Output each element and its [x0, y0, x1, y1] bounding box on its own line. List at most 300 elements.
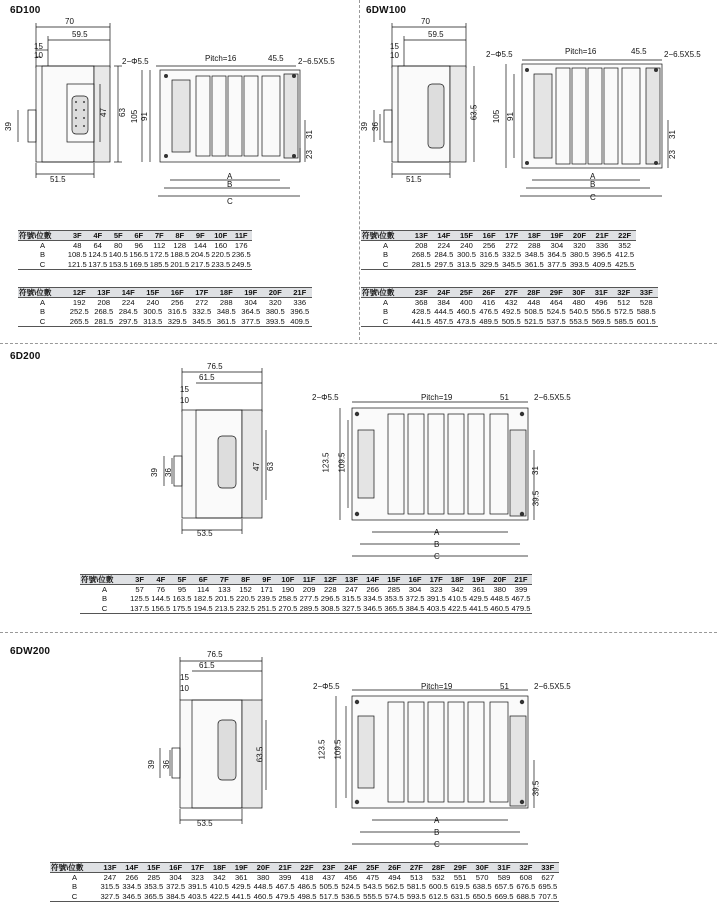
dim-base: 53.5	[197, 819, 213, 828]
table-header-cell: 8F	[235, 575, 256, 585]
table-header-cell: 17F	[426, 575, 447, 585]
table-corner-cell: 符號\位數	[18, 288, 67, 298]
dim-15: 15	[180, 673, 189, 682]
table-cell: 418	[300, 873, 314, 883]
table-header-cell: 21F	[288, 288, 313, 298]
table-cell: 393.5	[569, 259, 589, 269]
table-header-cell: 18F	[523, 231, 546, 241]
dim-c: C	[434, 552, 440, 561]
table-header-cell: 17F	[190, 288, 215, 298]
table-cell: 448.5	[490, 594, 510, 604]
table-header-cell: 18F	[214, 288, 239, 298]
dim-b: B	[434, 540, 440, 549]
table-cell: 284.5	[434, 250, 454, 260]
dim-b: B	[434, 828, 440, 837]
table-header-cell: 13F	[99, 863, 121, 873]
table-cell: 332.5	[192, 307, 212, 317]
table-cell: 172.5	[149, 250, 169, 260]
table-cell: 320	[268, 298, 282, 308]
table-cell: 380	[256, 873, 270, 883]
table-cell: 270.5	[278, 603, 298, 613]
table-cell: 144.5	[151, 594, 171, 604]
table-header-cell: 15F	[383, 575, 404, 585]
table-cell: 304	[169, 873, 182, 883]
table-cell: 429.5	[469, 594, 489, 604]
dim-109-5: 109.5	[333, 739, 343, 760]
table-header-cell: 33F	[537, 863, 559, 873]
table-cell: 114	[197, 585, 210, 595]
dim-63-5: 63.5	[469, 104, 479, 121]
table-cell: 284.5	[118, 307, 138, 317]
table-header-cell: 31F	[590, 288, 613, 298]
table-cell: 128	[173, 241, 187, 251]
table-cell: 380.5	[265, 307, 285, 317]
table-row-label: B	[101, 594, 108, 604]
table-cell: 288	[219, 298, 233, 308]
table-header-cell: 19F	[239, 288, 264, 298]
table-cell: 480	[572, 298, 586, 308]
table-cell: 657.5	[494, 882, 514, 892]
table-cell: 364.5	[241, 307, 261, 317]
table-row-label: A	[39, 241, 46, 251]
table-cell: 600.5	[428, 882, 448, 892]
table-cell: 268.5	[411, 250, 431, 260]
dim-36: 36	[370, 122, 380, 131]
table-cell: 574.5	[385, 891, 405, 901]
table-cell: 372.5	[405, 594, 425, 604]
table-cell: 505.5	[501, 316, 521, 326]
table-cell: 220.5	[211, 250, 231, 260]
table-header-cell: 21F	[591, 231, 614, 241]
table-cell: 208	[414, 241, 428, 251]
table-header-cell: 27F	[500, 288, 523, 298]
table-cell: 365.5	[384, 603, 404, 613]
table-header-cell: 13F	[341, 575, 362, 585]
table-cell: 688.5	[516, 891, 536, 901]
table-header-cell: 25F	[455, 288, 478, 298]
table-header-cell: 33F	[635, 288, 658, 298]
dim-pitch: Pitch=16	[205, 54, 237, 63]
table-header-cell: 20F	[568, 231, 591, 241]
table-cell: 384.5	[166, 891, 186, 901]
table-cell: 498.5	[297, 891, 317, 901]
table-cell: 304	[550, 241, 564, 251]
table-cell: 277.5	[299, 594, 319, 604]
table-cell: 517.5	[319, 891, 339, 901]
table-cell: 256	[170, 298, 184, 308]
table-cell: 456	[344, 873, 358, 883]
table-cell: 695.5	[538, 882, 558, 892]
table-cell: 327.5	[341, 603, 361, 613]
table-header-cell: 22F	[613, 231, 636, 241]
dim-91: 91	[139, 112, 149, 121]
table-header-cell: 30F	[568, 288, 591, 298]
table-header-row	[50, 863, 559, 873]
table-cell: 64	[93, 241, 102, 251]
table-corner-cell: 符號\位數	[361, 231, 410, 241]
table-cell: 676.5	[516, 882, 536, 892]
dim-a: A	[227, 172, 233, 181]
table-header-cell: 28F	[523, 288, 546, 298]
table-cell: 137.5	[88, 259, 108, 269]
table-header-cell: 18F	[447, 575, 468, 585]
table-header-cell: 5F	[108, 231, 129, 241]
table-cell: 479.5	[511, 603, 531, 613]
table-header-cell: 32F	[613, 288, 636, 298]
table-cell: 410.5	[447, 594, 467, 604]
table-cell: 601.5	[636, 316, 656, 326]
table-cell: 281.5	[411, 259, 431, 269]
table-cell: 323	[429, 585, 443, 595]
table-cell: 361	[234, 873, 248, 883]
dim-91: 91	[505, 112, 515, 121]
table-cell: 289.5	[299, 603, 319, 613]
table-cell: 112	[153, 241, 166, 251]
table-cell: 251.5	[257, 603, 277, 613]
table-header-cell: 24F	[433, 288, 456, 298]
table-header-cell: 17F	[187, 863, 209, 873]
table-cell: 266	[366, 585, 379, 595]
dim-36: 36	[163, 468, 173, 477]
dim-23: 23	[304, 150, 314, 159]
table-cell: 345.5	[502, 259, 522, 269]
dim-31: 31	[530, 466, 540, 475]
dim-b: B	[227, 180, 233, 189]
table-cell: 213.5	[214, 603, 234, 613]
section-title-6d100: 6D100	[10, 5, 41, 16]
table-header-cell: 32F	[515, 863, 537, 873]
table-cell: 403.5	[188, 891, 208, 901]
table-cell: 460.5	[456, 307, 476, 317]
dim-side-depth: 61.5	[199, 661, 215, 670]
table-cell: 396.5	[290, 307, 310, 317]
dim-holes: 2−Φ5.5	[312, 393, 339, 402]
table-cell: 332.5	[502, 250, 522, 260]
table-cell: 156.5	[151, 603, 171, 613]
dim-a: A	[434, 816, 440, 825]
table-cell: 391.5	[188, 882, 208, 892]
table-row-label: B	[71, 882, 78, 892]
table-header-cell: 17F	[500, 231, 523, 241]
table-header-cell: 21F	[510, 575, 531, 585]
table-cell: 489.5	[479, 316, 499, 326]
table-cell: 304	[408, 585, 422, 595]
dim-39: 39	[146, 760, 156, 769]
table-cell: 399	[514, 585, 528, 595]
table-cell: 432	[504, 298, 518, 308]
table-cell: 368	[414, 298, 428, 308]
table-cell: 300.5	[143, 307, 163, 317]
dim-pitch: Pitch=16	[565, 47, 597, 56]
table-cell: 416	[482, 298, 496, 308]
table-cell: 638.5	[472, 882, 492, 892]
table-cell: 265.5	[67, 317, 92, 327]
section-title-6dw200: 6DW200	[10, 646, 51, 657]
table-corner-cell: 符號\位數	[18, 231, 67, 241]
table-cell: 296.5	[320, 594, 340, 604]
table-cell: 570	[475, 873, 489, 883]
table-cell: 316.5	[167, 307, 187, 317]
table-cell: 555.5	[363, 891, 383, 901]
table-cell: 448.5	[253, 882, 273, 892]
table-cell: 428.5	[411, 307, 431, 317]
table-cell: 585.5	[614, 316, 634, 326]
table-cell: 288	[527, 241, 541, 251]
dim-31: 31	[304, 130, 314, 139]
table-cell: 464	[549, 298, 563, 308]
table-header-cell: 16F	[165, 863, 187, 873]
table-cell: 384	[437, 298, 451, 308]
table-row-label: B	[39, 250, 46, 260]
table-header-cell: 14F	[433, 231, 456, 241]
table-header-cell: 27F	[405, 863, 427, 873]
table-cell: 441.5	[411, 316, 431, 326]
table-cell: 593.5	[406, 891, 426, 901]
dim-47: 47	[251, 462, 261, 471]
table-cell: 124.5	[88, 250, 108, 260]
table-cell: 297.5	[434, 259, 454, 269]
table-row-label: A	[382, 298, 389, 308]
table-cell: 185.5	[149, 259, 169, 269]
table-cell: 473.5	[456, 316, 476, 326]
table-cell: 556.5	[591, 307, 611, 317]
table-cell: 588.5	[636, 307, 656, 317]
dim-side-width: 76.5	[207, 650, 223, 659]
dim-39-5: 39.5	[531, 490, 541, 507]
table-header-cell: 7F	[149, 231, 170, 241]
table-cell: 160	[214, 241, 228, 251]
dim-base: 53.5	[197, 529, 213, 538]
table-cell: 323	[191, 873, 204, 883]
table-cell: 285	[147, 873, 161, 883]
table-cell: 467.5	[275, 882, 295, 892]
table-cell: 422.5	[209, 891, 229, 901]
dim-side-depth: 59.5	[428, 30, 444, 39]
table-header-cell: 16F	[404, 575, 425, 585]
table-cell: 224	[437, 241, 451, 251]
table-header-cell: 16F	[478, 231, 501, 241]
dim-10: 10	[34, 51, 43, 60]
dim-105: 105	[130, 109, 140, 124]
table-cell: 182.5	[193, 594, 213, 604]
table-header-cell: 9F	[190, 231, 211, 241]
table-row	[50, 892, 559, 902]
table-cell: 353.5	[384, 594, 404, 604]
table-cell: 377.5	[239, 317, 264, 327]
table-header-cell: 13F	[92, 288, 117, 298]
dim-a: A	[590, 172, 596, 181]
table-cell: 169.5	[129, 259, 149, 269]
table-cell: 153.5	[108, 259, 128, 269]
dim-39-5: 39.5	[531, 780, 541, 797]
table-header-cell: 14F	[362, 575, 383, 585]
table-header-cell: 4F	[88, 231, 109, 241]
table-cell: 540.5	[569, 307, 589, 317]
table-row-label: C	[18, 260, 67, 270]
table-cell: 460.5	[490, 603, 510, 613]
table-cell: 108.5	[67, 250, 87, 260]
table-cell: 121.5	[67, 259, 87, 269]
dim-63: 63	[117, 108, 127, 117]
table-cell: 80	[114, 241, 123, 251]
table-cell: 342	[451, 585, 464, 595]
table-cell: 475	[366, 873, 379, 883]
table-cell: 409.5	[592, 259, 612, 269]
table-header-cell: 14F	[121, 863, 143, 873]
table-cell: 669.5	[494, 891, 514, 901]
table-cell: 194.5	[193, 603, 213, 613]
table-cell: 361	[472, 585, 485, 595]
table-cell: 512	[617, 298, 631, 308]
table-cell: 551	[453, 873, 467, 883]
table-header-cell: 23F	[318, 863, 340, 873]
table-cell: 467.5	[511, 594, 531, 604]
table-cell: 422.5	[447, 603, 467, 613]
dim-base: 51.5	[50, 175, 66, 184]
table-cell: 553.5	[569, 316, 589, 326]
table-cell: 272	[505, 241, 518, 251]
table-cell: 240	[460, 241, 473, 251]
table-row-label: C	[18, 317, 67, 327]
table-cell: 496	[594, 298, 608, 308]
table-cell: 403.5	[426, 603, 446, 613]
table-row-label: C	[361, 317, 410, 327]
table-cell: 513	[410, 873, 423, 883]
table-cell: 334.5	[122, 882, 142, 892]
dim-slot: 2−6.5X5.5	[534, 393, 571, 402]
table-header-cell: 30F	[471, 863, 493, 873]
dim-39: 39	[3, 122, 13, 131]
table-row-label: A	[382, 241, 389, 251]
table-cell: 528	[639, 298, 653, 308]
table-header-cell: 15F	[455, 231, 478, 241]
table-cell: 272	[195, 298, 209, 308]
table-header-cell: 12F	[320, 575, 341, 585]
dim-36: 36	[161, 760, 171, 769]
table-header-cell: 3F	[67, 231, 88, 241]
dim-15: 15	[180, 385, 189, 394]
table-row-label: B	[382, 307, 389, 317]
table-cell: 96	[134, 241, 143, 251]
table-cell: 569.5	[591, 316, 611, 326]
table-cell: 444.5	[434, 307, 454, 317]
table-cell: 572.5	[614, 307, 634, 317]
table-header-cell: 12F	[67, 288, 92, 298]
dim-63: 63	[265, 462, 275, 471]
table-header-cell: 16F	[165, 288, 190, 298]
table-cell: 345.5	[190, 317, 215, 327]
table-cell: 441.5	[231, 891, 251, 901]
table-cell: 144	[193, 241, 207, 251]
table-header-cell: 19F	[468, 575, 489, 585]
table-cell: 409.5	[288, 317, 313, 327]
table-cell: 393.5	[263, 317, 288, 327]
table-cell: 329.5	[479, 259, 499, 269]
table-header-cell: 21F	[274, 863, 296, 873]
table-cell: 457.5	[434, 316, 454, 326]
table-cell: 589	[497, 873, 511, 883]
table-cell: 410.5	[209, 882, 229, 892]
table-cell: 252.5	[69, 307, 89, 317]
table-cell: 152	[239, 585, 252, 595]
dim-23: 23	[667, 150, 677, 159]
table-header-cell: 5F	[171, 575, 192, 585]
dim-39: 39	[359, 122, 369, 131]
table-cell: 247	[103, 873, 117, 883]
table-cell: 364.5	[547, 250, 567, 260]
section-title-6d200: 6D200	[10, 351, 41, 362]
dim-123-5: 123.5	[321, 452, 331, 473]
table-header-cell: 24F	[340, 863, 362, 873]
table-cell: 448	[527, 298, 541, 308]
table-header-cell: 10F	[277, 575, 298, 585]
dim-63-5: 63.5	[255, 746, 265, 763]
table-cell: 562.5	[385, 882, 405, 892]
table-cell: 581.5	[406, 882, 426, 892]
dim-51: 51	[500, 682, 509, 691]
table-cell: 316.5	[479, 250, 499, 260]
table-cell: 308.5	[320, 603, 340, 613]
table-header-cell: 15F	[143, 863, 165, 873]
table-cell: 707.5	[538, 891, 558, 901]
table-cell: 320	[573, 241, 586, 251]
table-cell: 281.5	[92, 317, 117, 327]
table-row-label: A	[71, 873, 78, 883]
dim-pitch: Pitch=19	[421, 682, 453, 691]
dim-holes: 2−Φ5.5	[122, 57, 149, 66]
table-cell: 156.5	[129, 250, 149, 260]
spec-table	[50, 862, 559, 902]
table-header-cell: 22F	[296, 863, 318, 873]
table-cell: 268.5	[94, 307, 114, 317]
table-cell: 380	[493, 585, 507, 595]
table-cell: 380.5	[569, 250, 589, 260]
dim-pitch: Pitch=19	[421, 393, 453, 402]
table-cell: 631.5	[450, 891, 470, 901]
table-cell: 315.5	[341, 594, 361, 604]
section-title-6dw100: 6DW100	[366, 5, 407, 16]
table-header-cell: 20F	[252, 863, 274, 873]
table-cell: 297.5	[116, 317, 141, 327]
table-header-cell: 26F	[478, 288, 501, 298]
table-header-cell: 10F	[211, 231, 232, 241]
table-cell: 650.5	[472, 891, 492, 901]
dim-15: 15	[34, 42, 43, 51]
table-cell: 95	[177, 585, 187, 595]
table-cell: 612.5	[428, 891, 448, 901]
dim-side-depth: 59.5	[72, 30, 88, 39]
table-cell: 176	[234, 241, 248, 251]
table-cell: 228	[323, 585, 337, 595]
table-cell: 137.5	[130, 603, 150, 613]
table-header-cell: 9F	[256, 575, 277, 585]
table-header-cell: 4F	[150, 575, 171, 585]
dim-c: C	[227, 197, 233, 206]
table-cell: 188.5	[170, 250, 190, 260]
table-cell: 249.5	[231, 259, 251, 269]
table-cell: 361.5	[214, 317, 239, 327]
table-cell: 352	[618, 241, 631, 251]
dim-c: C	[434, 840, 440, 849]
table-cell: 460.5	[253, 891, 273, 901]
table-header-cell: 18F	[208, 863, 230, 873]
table-header-cell: 26F	[384, 863, 406, 873]
table-cell: 536.5	[341, 891, 361, 901]
table-header-cell: 20F	[489, 575, 510, 585]
table-cell: 377.5	[547, 259, 567, 269]
dim-slot: 2−6.5X5.5	[664, 50, 701, 59]
table-cell: 336	[293, 298, 307, 308]
